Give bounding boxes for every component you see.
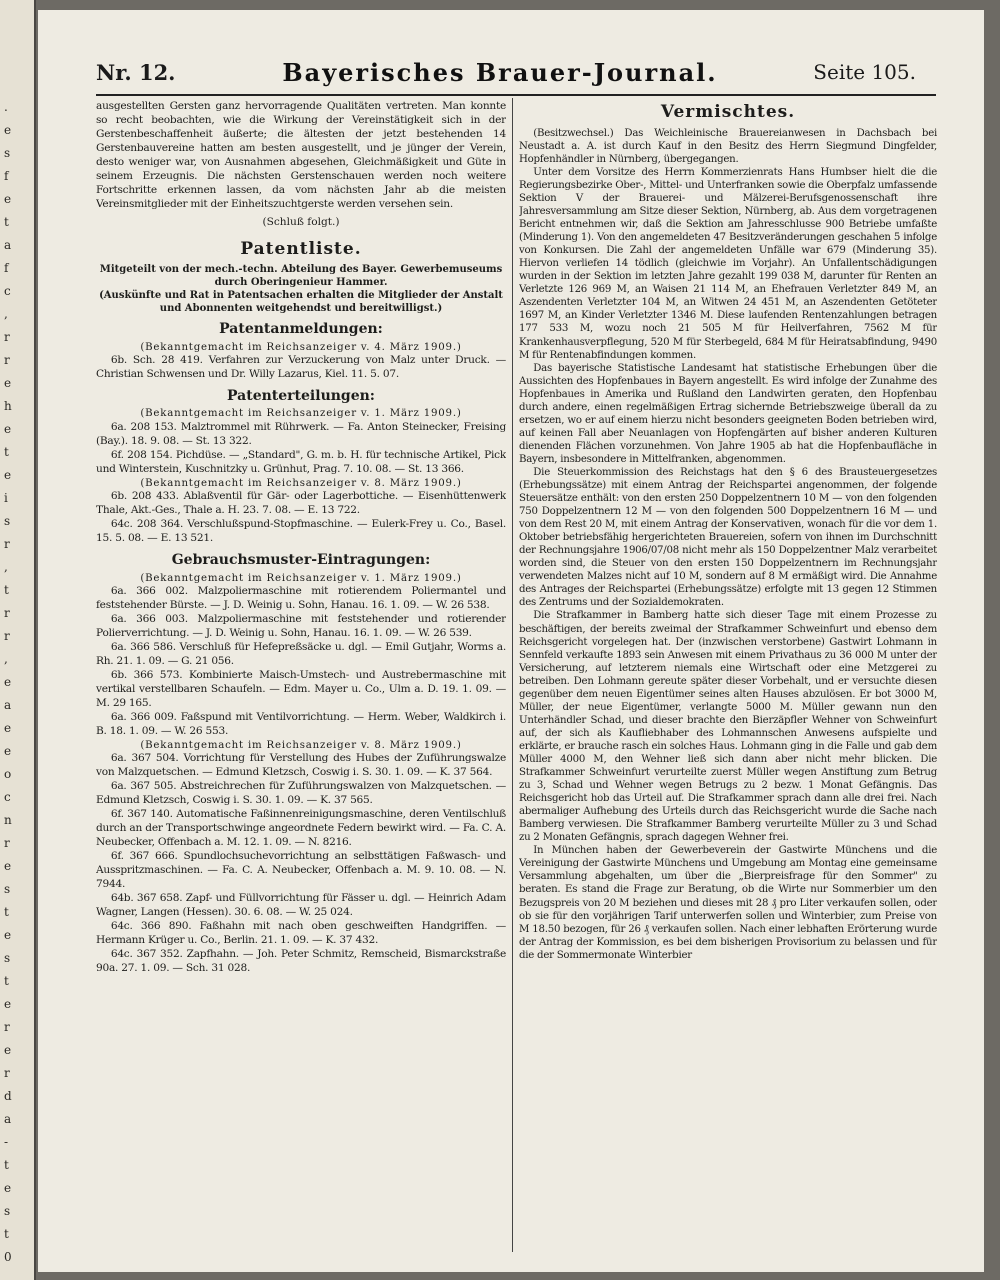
applications-heading: Patentanmeldungen: <box>219 321 383 338</box>
patent-entry: 6a. 366 586. Verschluß für Hefepreßsäcke u. dgl. — Emil Gutjahr, Worms a. Rh. 21. 1. 09. — G. 21 056. <box>96 640 506 667</box>
edge-fragment: a <box>4 238 12 252</box>
patent-entry: 6f. 208 154. Pichdüse. — „Standard", G. m. b. H. für technische Artikel, Pick und Winterstein, Kuschnitzky u. Grünhut, Prag. 7. 10. 08. — St. 13 366. <box>96 448 506 475</box>
edge-fragment: r <box>4 330 10 344</box>
edge-fragment: t <box>4 583 9 597</box>
utility-models-dateline-2: (Bekanntgemacht im Reichsanzeiger v. 8. März 1909.) <box>140 739 462 751</box>
grants-list-2 <box>96 490 506 546</box>
utility-models-heading: Gebrauchsmuster-Eintragungen: <box>171 552 431 569</box>
patent-entry: 6a. 366 002. Malzpoliermaschine mit rotierendem Poliermantel und feststehender Bürste. — J. D. Weinig u. Sohn, Hanau. 16. 1. 09. — W. 26 538. <box>96 585 506 612</box>
patent-entry: 6a. 366 009. Faßspund mit Ventilvorrichtung. — Herm. Weber, Waldkirch i. B. 18. 1. 09. — W. 26 553. <box>96 710 506 737</box>
grants-dateline-1: (Bekanntgemacht im Reichsanzeiger v. 1. März 1909.) <box>140 408 462 420</box>
edge-fragment: o <box>4 767 12 781</box>
patent-entry: 64c. 366 890. Faßhahn mit nach oben geschweiften Handgriffen. — Hermann Krüger u. Co., Berlin. 21. 1. 09. — K. 37 432. <box>96 919 506 946</box>
edge-fragment: e <box>4 376 12 390</box>
page-header <box>60 54 940 92</box>
utility-models-list-1 <box>96 585 506 739</box>
edge-fragment: e <box>4 1043 12 1057</box>
edge-fragment: , <box>4 307 8 321</box>
patent-entry: 6a. 367 505. Abstreichrechen für Zuführungswalzen von Malzquetschen. — Edmund Kletzsch, Coswig i. S. 30. 1. 09. — K. 37 565. <box>96 780 506 807</box>
edge-fragment: s <box>4 514 11 528</box>
patent-entry: 64c. 208 364. Verschlußspund-Stopfmaschine. — Eulerk-Frey u. Co., Basel. 15. 5. 08. — E. 13 521. <box>96 518 506 545</box>
edge-fragment: e <box>4 192 12 206</box>
right-column <box>519 100 937 1260</box>
edge-fragment: e <box>4 859 12 873</box>
edge-fragment: e <box>4 468 12 482</box>
edge-fragment: t <box>4 445 9 459</box>
edge-fragment: r <box>4 836 10 850</box>
patent-entry: 6b. Sch. 28 419. Verfahren zur Verzuckerung von Malz unter Druck. — Christian Schwensen und Dr. Willy Lazarus, Kiel. 11. 5. 07. <box>96 354 506 381</box>
edge-fragment: n <box>4 813 12 827</box>
edge-fragment: 0 <box>4 1250 12 1264</box>
patent-entry: 6b. 208 433. Ablaßventil für Gär- oder Lagerbottiche. — Eisenhüttenwerk Thale, Akt.-Ges., Thale a. H. 23. 7. 08. — E. 13 722. <box>96 490 506 517</box>
intro-paragraph: ausgestellten Gersten ganz hervorragende Qualitäten vertreten. Man konnte so recht beobachten, wie die Wirkung der Vereinstätigkeit sich in der Gerstenbeschaffenheit äußerte; die ältesten der jetzt bestehenden 14 Gerstenbauvereine hatten am besten ausgestellt, und je jünger der Verein, desto weniger war, von Ausnahmen abgesehen, Gleichmäßigkeit und Güte in seinem Erzeugnis. Die nächsten Gerstenschauen werden noch weitere Fortschritte erkennen lassen, da vom nächsten Jahr ab die meisten Vereinsmitglieder mit der Einheitszuchtgerste werden versehen sein. <box>96 100 506 210</box>
patent-entry: 6f. 367 666. Spundlochsuchevorrichtung an selbsttätigen Faßwasch- und Ausspritzmaschinen. — Fa. C. A. Neubecker, Offenbach a. M. 9. 10. 08. — N. 7944. <box>96 849 506 890</box>
patent-list-title: Patentliste. <box>240 238 362 259</box>
article-paragraph: Unter dem Vorsitze des Herrn Kommerzienrats Hans Humbser hielt die die Regierungsbezirke Ober-, Mittel- und Unterfranken sowie die Oberpfalz umfassende Sektion V der Brauerei- und Mälzerei-Berufsgenossenschaft ihre Jahresversammlung am Sitze dieser Sektion, Nürnberg, ab. Aus dem vorgetragenen Bericht entnehmen wir, daß die Sektion am Jahresschlusse 900 Betriebe umfaßte (Minderung 1). Von den angemeldeten 47 Besitzveränderungen geschahen 5 infolge von Konkursen. Die Zahl der angemeldeten Unfälle war 679 (Minderung 35). Hiervon verliefen 14 tödlich (gleichwie im Vorjahr). An Unfallentschädigungen wurden in der Sektion im letzten Jahre gezahlt 199 038 M, darunter für Renten an Verletzte 126 969 M, an Waisen 21 114 M, an Ehefrauen Verletzter 849 M, an Aszendenten Verletzter 104 M, an Witwen 24 451 M, an Aszendenten Getöteter 1697 M, an Kinder Verletzter 1346 M. Diese laufenden Rentenzahlungen betragen 177 533 M, wozu noch 21 505 M für Heilverfahren, 7562 M für Krankenhausverpflegung, 520 M für Sterbegeld, 684 M für Heiratsabfindung, 9490 M für Rentenabfindungen kommen. <box>519 166 937 361</box>
edge-fragment: r <box>4 629 10 643</box>
previous-page-edge <box>0 0 36 1280</box>
edge-fragment: e <box>4 422 12 436</box>
edge-fragment: h <box>4 399 12 413</box>
applications-dateline: (Bekanntgemacht im Reichsanzeiger v. 4. März 1909.) <box>140 341 462 353</box>
column-divider <box>512 98 513 1252</box>
edge-fragment: r <box>4 537 10 551</box>
article-paragraph: In München haben der Gewerbeverein der Gastwirte Münchens und die Vereinigung der Gastwirte Münchens und Umgebung am Montag eine gemeinsame Versammlung abgehalten, um über die „Bierpreisfrage für den Sommer" zu beraten. Es stand die Frage zur Beratung, ob die Wirte nur Sommerbier um den Bezugspreis von 20 M beziehen und dieses mit 28 ₰ pro Liter verkaufen sollen, oder ob sie für den vorjährigen Tarif unterwerfen sollen und Winterbier, zum Preise von M 18.50 bezogen, für 26 ₰ verkaufen sollen. Nach einer lebhaften Erörterung wurde der Antrag der Kommission, es bei dem bisherigen Provisorium zu belassen und für die der Sommermonate Winterbier <box>519 845 937 961</box>
applications-list <box>96 354 506 382</box>
edge-fragment: d <box>4 1089 12 1103</box>
edge-fragment: e <box>4 721 12 735</box>
edge-fragment: f <box>4 261 9 275</box>
edge-fragment: s <box>4 1204 11 1218</box>
edge-fragment: i <box>4 491 8 505</box>
utility-models-dateline-1: (Bekanntgemacht im Reichsanzeiger v. 1. März 1909.) <box>140 572 462 584</box>
grants-list-1 <box>96 421 506 477</box>
patent-entry: 6a. 367 504. Vorrichtung für Verstellung des Hubes der Zuführungswalze von Malzquetschen. — Edmund Kletzsch, Coswig i. S. 30. 1. 09. — K. 37 564. <box>96 752 506 779</box>
edge-fragment: a <box>4 1112 12 1126</box>
patent-entry: 6f. 367 140. Automatische Faßinnenreinigungsmaschine, deren Ventilschluß durch an der Transportschwinge angeordnete Federn bewirkt wird. — Fa. C. A. Neubecker, Offenbach a. M. 12. 1. 09. — N. 8216. <box>96 808 506 848</box>
patent-entry: 64c. 367 352. Zapfhahn. — Joh. Peter Schmitz, Remscheid, Bismarckstraße 90a. 27. 1. 09. — Sch. 31 028. <box>96 947 506 974</box>
article-paragraph: (Besitzwechsel.) Das Weichleinische Brauereianwesen in Dachsbach bei Neustadt a. A. ist durch Kauf in den Besitz des Herrn Siegmund Dingfelder, Hopfenhändler in Nürnberg, übergegangen. <box>519 127 937 165</box>
edge-fragment: t <box>4 1158 9 1172</box>
edge-fragment: c <box>4 790 11 804</box>
edge-fragment: e <box>4 1181 12 1195</box>
grants-dateline-2: (Bekanntgemacht im Reichsanzeiger v. 8. März 1909.) <box>140 477 462 489</box>
edge-fragment: e <box>4 123 12 137</box>
edge-fragment: , <box>4 560 8 574</box>
edge-fragment: s <box>4 882 11 896</box>
edge-fragment: . <box>4 100 8 114</box>
edge-fragment: a <box>4 698 12 712</box>
journal-page <box>38 10 984 1272</box>
edge-fragment: r <box>4 1020 10 1034</box>
edge-fragment: t <box>4 974 9 988</box>
header-rule <box>96 94 936 96</box>
edge-fragment: , <box>4 652 8 666</box>
miscellany-paragraphs <box>519 127 937 962</box>
article-paragraph: Das bayerische Statistische Landesamt hat statistische Erhebungen über die Aussichten des Hopfenbaues in Bayern angestellt. Es wird infolge der Zunahme des Hopfenbaues in Amerika und Rußland den Landwirten geraten, den Hopfenbau durch andere, einen regelmäßigen Ertrag sichernde Betriebszweige überall da zu ersetzen, wo er auf einem hierzu nicht besonders geeigneten Boden betrieben wird, auf keinen Fall aber Neuanlagen von Hopfengärten auf bisher anderen Kulturen dienenden Flächen vorzunehmen. Von Jahre 1905 ab hat die Hopfenbaufläche in Bayern, insbesondere in Mittelfranken, abgenommen. <box>519 362 937 465</box>
edge-fragment: s <box>4 951 11 965</box>
left-column <box>96 100 506 1260</box>
patent-entry: 6a. 366 003. Malzpoliermaschine mit feststehender und rotierender Polierverrichtung. — J. D. Weinig u. Sohn, Hanau. 16. 1. 09. — W. 26 539. <box>96 613 506 639</box>
edge-fragment: t <box>4 1227 9 1241</box>
page-number: Seite 105. <box>813 60 916 84</box>
patent-entry: 6a. 208 153. Malztrommel mit Rührwerk. — Fa. Anton Steinecker, Freising (Bay.). 18. 9. 08. — St. 13 322. <box>96 420 506 447</box>
journal-title: Bayerisches Brauer-Journal. <box>282 58 718 87</box>
edge-fragment: c <box>4 284 11 298</box>
patent-list-note: (Auskünfte und Rat in Patentsachen erhalten die Mitglieder der Anstalt und Abonnenten weitgehendst und bereitwilligst.) <box>99 290 503 315</box>
issue-number: Nr. 12. <box>96 60 176 85</box>
edge-fragment: r <box>4 606 10 620</box>
grants-heading: Patenterteilungen: <box>227 388 375 405</box>
edge-fragment: e <box>4 928 12 942</box>
edge-fragment: e <box>4 997 12 1011</box>
article-paragraph: Die Steuerkommission des Reichstags hat den § 6 des Brausteuergesetzes (Erhebungssätze) mit einem Antrag der Reichspartei angenommen, der folgende Steuersätze enthält: von den ersten 250 Doppelzentnern 10 M — von den folgenden 750 Doppelzentnern 12 M — von den folgenden 500 Doppelzentnern 16 M — und von dem Rest 20 M, mit einem Antrag der Konservativen, wonach für die vor dem 1. Oktober betriebsfähig hergerichteten Brauereien, sofern von ihnen im Durchschnitt der Rechnungsjahre 1906/07/08 nicht mehr als 150 Doppelzentner Malz verarbeitet worden sind, die Steuer von den ersten 150 Doppelzentnern im Rechnungsjahr verwendeten Malzes nicht auf 10 M, sondern auf 8 M ermäßigt wird. Die Annahme des Antrages der Reichspartei (Erhebungssätze) erfolgte mit 13 gegen 12 Stimmen des Zentrums und der Sozialdemokraten. <box>519 466 937 609</box>
edge-fragment: t <box>4 905 9 919</box>
continued-note: (Schluß folgt.) <box>262 215 340 228</box>
edge-fragment: - <box>4 1135 9 1149</box>
edge-fragment: t <box>4 215 9 229</box>
edge-fragment: e <box>4 675 12 689</box>
patent-entry: 64b. 367 658. Zapf- und Füllvorrichtung für Fässer u. dgl. — Heinrich Adam Wagner, Langen (Hessen). 30. 6. 08. — W. 25 024. <box>96 891 506 918</box>
miscellany-title: Vermischtes. <box>660 102 796 122</box>
patent-entry: 6b. 366 573. Kombinierte Maisch-Umstech- und Austrebermaschine mit vertikal verstellbaren Schaufeln. — Edm. Mayer u. Co., Ulm a. D. 19. 1. 09. — M. 29 165. <box>96 668 506 709</box>
edge-fragment: r <box>4 1066 10 1080</box>
edge-fragment: s <box>4 146 11 160</box>
article-paragraph: Die Strafkammer in Bamberg hatte sich dieser Tage mit einem Prozesse zu beschäftigen, der bereits zweimal der Strafkammer Schweinfurt und ebenso dem Reichsgericht vorgelegen hat. Der (inzwischen verstorbene) Gastwirt Lohmann in Sennfeld verkaufte 1893 sein Anwesen mit einem Privathaus zu 36 000 M unter der Versicherung, auf letzterem niemals eine Wirtschaft oder eine Metzgerei zu betreiben. Den Lohmann gereute später dieser Vorbehalt, und er versuchte diesen gegenüber dem neuen Eigentümer seines alten Hauses abzulösen. Er bot 3000 M, Müller, der neue Eigentümer, verlangte 5000 M. Müller gewann nun den Unterhändler Schad, und dieser brachte den Bierzäpfler Wehner von Schweinfurt auf, der sich als Kaufliebhaber des Lohmannschen Anwesens aufspielte und erklärte, er brauche rasch ein solches Haus. Lohmann ging in die Falle und gab dem Müller 4000 M, den Wehner ließ sich dann aber nicht mehr blicken. Die Strafkammer Schweinfurt verurteilte zuerst Müller wegen Anstiftung zum Betrug zu 3, Schad und Wehner wegen Betrugs zu 2 bezw. 1 Monat Gefängnis. Das Reichsgericht hob das Urteil auf. Die Strafkammer sprach dann alle drei frei. Nach abermaliger Aufhebung des Urteils durch das Reichsgericht wurde die Sache nach Bamberg verwiesen. Die Strafkammer Bamberg verurteilte Müller zu 3 und Schad zu 2 Monaten Gefängnis, sprach dagegen Wehner frei. <box>519 610 937 844</box>
utility-models-list-2 <box>96 752 506 976</box>
edge-fragment: f <box>4 169 9 183</box>
edge-fragment: r <box>4 353 10 367</box>
patent-list-source: Mitgeteilt von der mech.-techn. Abteilung des Bayer. Gewerbemuseums durch Oberingenieur Hammer. <box>99 264 503 289</box>
edge-fragment: e <box>4 744 12 758</box>
